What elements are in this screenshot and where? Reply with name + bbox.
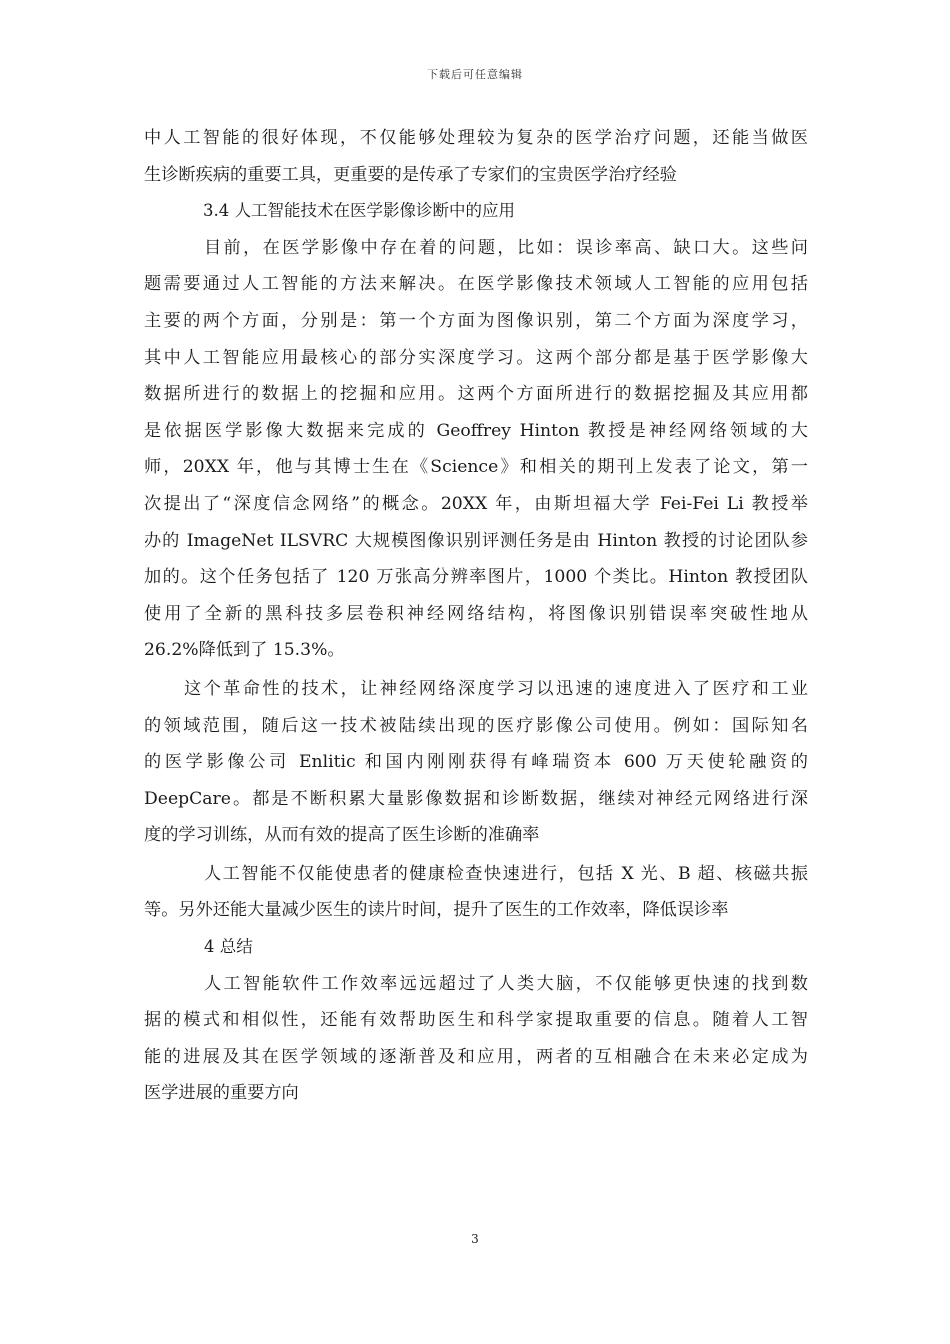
body-line: 其中人工智能应用最核心的部分实深度学习。这两个部分都是基于医学影像大 [144,347,808,368]
paragraph-first-line: 人工智能软件工作效率远远超过了人类大脑，不仅能够更快速的找到数 [204,973,808,994]
body-line: 数据所进行的数据上的挖掘和应用。这两个方面所进行的数据挖掘及其应用都 [144,384,808,405]
paragraph-first-line: 目前，在医学影像中存在着的问题，比如：误诊率高、缺口大。这些问 [204,237,808,258]
body-line: 的领域范围，随后这一技术被陆续出现的医疗影像公司使用。例如：国际知名 [144,715,808,736]
body-line: 据的模式和相似性，还能有效帮助医生和科学家提取重要的信息。随着人工智 [144,1010,808,1031]
body-line: 26.2%降低到了 15.3%。 [144,640,345,661]
body-line: 中人工智能的很好体现，不仅能够处理较为复杂的医学治疗问题，还能当做医 [144,128,808,148]
body-line: 师，20XX 年，他与其博士生在《Science》和相关的期刊上发表了论文，第一 [144,457,808,478]
body-line: 等。另外还能大量减少医生的读片时间，提升了医生的工作效率，降低误诊率 [144,900,729,921]
section-heading: 4 总结 [204,937,253,957]
body-line: 度的学习训练，从而有效的提高了医生诊断的准确率 [144,825,540,846]
body-line: 能的进展及其在医学领域的逐渐普及和应用，两者的互相融合在未来必定成为 [144,1046,808,1067]
body-line: 主要的两个方面，分别是：第一个方面为图像识别，第二个方面为深度学习， [144,310,808,331]
document-body [144,120,808,1112]
page-header: 下载后可任意编辑 [427,68,523,81]
body-line: 加的。这个任务包括了 120 万张高分辨率图片，1000 个类比。Hinton 教授团队 [144,567,808,588]
section-heading: 3.4 人工智能技术在医学影像诊断中的应用 [203,201,515,221]
body-line: 医学进展的重要方向 [144,1083,299,1104]
body-line: DeepCare。都是不断积累大量影像数据和诊断数据，继续对神经元网络进行深 [144,788,808,809]
body-line: 题需要通过人工智能的方法来解决。在医学影像技术领域人工智能的应用包括 [144,274,808,295]
body-line: 生诊断疾病的重要工具，更重要的是传承了专家们的宝贵医学治疗经验 [144,164,677,185]
body-line: 是依据医学影像大数据来完成的 Geoffrey Hinton 教授是神经网络领域的大 [144,420,808,441]
body-line: 的医学影像公司 Enlitic 和国内刚刚获得有峰瑞资本 600 万天使轮融资的 [144,752,808,773]
body-line: 次提出了“深度信念网络”的概念。20XX 年，由斯坦福大学 Fei-Fei Li 教授举 [144,493,808,514]
page-number: 3 [471,1232,479,1246]
paragraph-first-line: 这个革命性的技术，让神经网络深度学习以迅速的速度进入了医疗和工业 [184,678,808,699]
paragraph-first-line: 人工智能不仅能使患者的健康检查快速进行，包括 X 光、B 超、核磁共振 [204,863,808,884]
body-line: 办的 ImageNet ILSVRC 大规模图像识别评测任务是由 Hinton 教授的讨论团队参 [144,530,808,551]
body-line: 使用了全新的黑科技多层卷积神经网络结构，将图像识别错误率突破性地从 [144,603,808,624]
